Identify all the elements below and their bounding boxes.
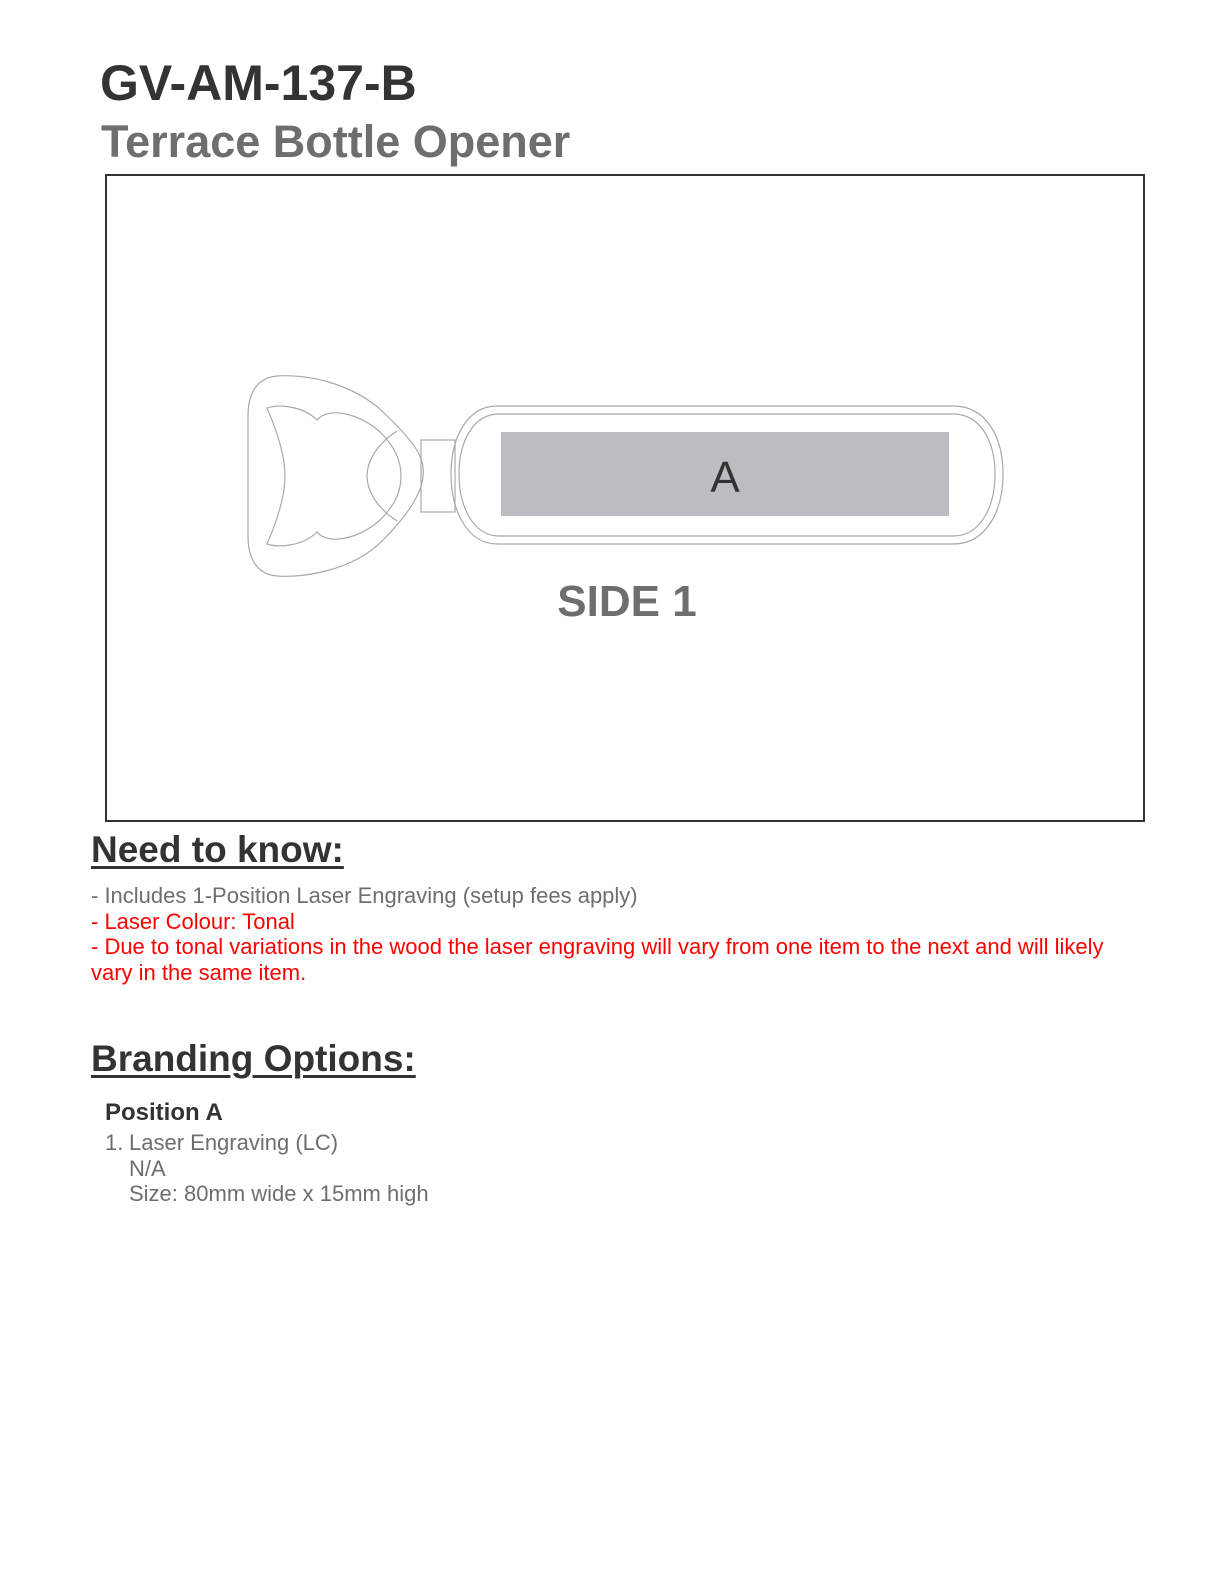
product-artboard [105, 174, 1145, 822]
opener-neck [421, 440, 455, 512]
position-a-title: Position A [105, 1099, 223, 1126]
branding-option-method-row [105, 1130, 429, 1156]
need-to-know-item: - Due to tonal variations in the wood the laser engraving will vary from one item to the next and will likely vary in the same item. [91, 934, 1104, 985]
option-size: Size: 80mm wide x 15mm high [129, 1181, 429, 1206]
need-to-know-item: - Laser Colour: Tonal [91, 908, 295, 934]
opener-heart-cutout [267, 406, 401, 546]
product-code: GV-AM-137-B [100, 55, 417, 111]
need-to-know-list [91, 883, 1151, 985]
imprint-position-letter: A [710, 453, 740, 502]
product-name: Terrace Bottle Opener [101, 116, 571, 167]
opener-lip [367, 431, 397, 521]
side-label: SIDE 1 [557, 577, 697, 626]
option-colours: N/A [129, 1155, 166, 1181]
need-to-know-item: - Includes 1-Position Laser Engraving (setup fees apply) [91, 883, 638, 908]
option-number: 1. [105, 1130, 124, 1155]
bottle-opener-drawing [107, 176, 1143, 820]
need-to-know-heading: Need to know: [91, 829, 344, 870]
branding-options-heading: Branding Options: [91, 1038, 416, 1079]
branding-option [105, 1130, 429, 1207]
option-method: Laser Engraving (LC) [129, 1130, 339, 1155]
opener-head-outer [248, 376, 423, 577]
